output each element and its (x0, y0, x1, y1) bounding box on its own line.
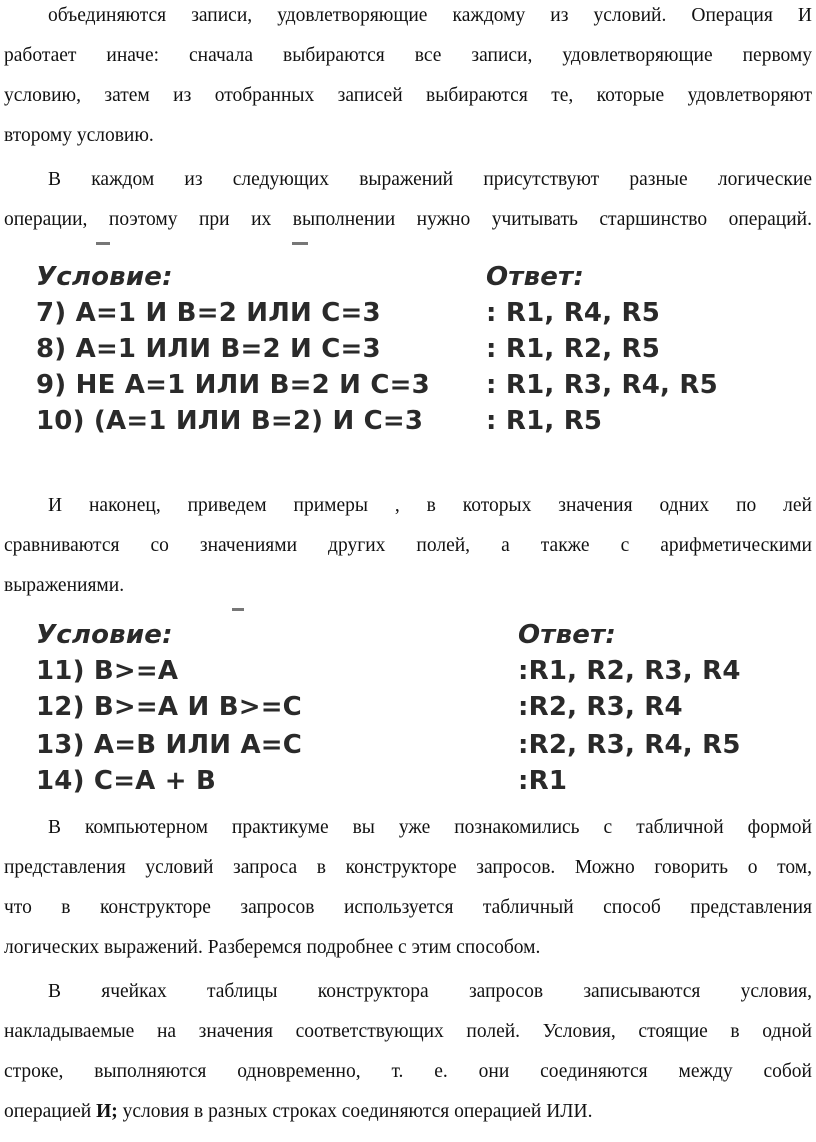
condition-text: 8) A=1 ИЛИ B=2 И C=3 (36, 334, 381, 364)
answer-text: :R2, R3, R4 (518, 692, 683, 722)
text-line: выражениями. (4, 575, 125, 596)
paragraph-operations (4, 0, 812, 156)
text-line: объединяются записи, удовлетворяющие каждому из условий. Операция И (48, 5, 812, 26)
condition-text: 11) B>=A (36, 656, 179, 686)
text-line: строке, выполняются одновременно, т. е. они соединяются между собой (4, 1061, 812, 1082)
figure-row (0, 692, 816, 728)
condition-text: 14) C=A + B (36, 766, 217, 796)
paragraph-query-designer (4, 808, 812, 968)
paragraph-expressions (4, 160, 812, 240)
text-line: В каждом из следующих выражений присутствуют разные логические (48, 169, 812, 190)
text-line: работает иначе: сначала выбираются все записи, удовлетворяющие первому (4, 45, 812, 66)
answer-header: Ответ: (518, 620, 616, 650)
answer-text: : R1, R2, R5 (486, 334, 661, 364)
figure-row (0, 334, 816, 370)
text-line: накладываемые на значения соответствующих полей. Условия, стоящие в одной (4, 1021, 812, 1042)
figure-row (0, 370, 816, 406)
figure-row (0, 730, 816, 766)
condition-text: 7) A=1 И B=2 ИЛИ C=3 (36, 298, 381, 328)
text-line: представления условий запроса в конструкторе запросов. Можно говорить о том, (4, 857, 812, 878)
figure-header-row (0, 262, 816, 298)
text-line (4, 1092, 812, 1132)
figure-row (0, 766, 816, 802)
text-line: логических выражений. Разберемся подробнее с этим способом. (4, 937, 541, 958)
text-fragment: условия в разных строках соединяются операцией ИЛИ. (117, 1101, 593, 1122)
text-line: сравниваются со значениями других полей, а также с арифметическими (4, 535, 812, 556)
answer-text: :R1 (518, 766, 568, 796)
figure-row (0, 298, 816, 334)
answer-text: : R1, R3, R4, R5 (486, 370, 718, 400)
figure-header-row (0, 620, 816, 656)
text-line: В ячейках таблицы конструктора запросов записываются условия, (48, 981, 812, 1002)
text-line: что в конструкторе запросов используется табличный способ представления (4, 897, 812, 918)
scan-speck (292, 242, 308, 245)
scan-speck (232, 608, 244, 611)
answer-text: :R1, R2, R3, R4 (518, 656, 741, 686)
paragraph-table-cells (4, 972, 812, 1132)
scan-speck (96, 242, 110, 245)
text-line: операции, поэтому при их выполнении нужно учитывать старшинство операций. (4, 209, 812, 230)
text-line: условию, затем из отобранных записей выбираются те, которые удовлетворяют (4, 85, 812, 106)
text-line: В компьютерном практикуме вы уже познакомились с табличной формой (48, 817, 812, 838)
answer-text: :R2, R3, R4, R5 (518, 730, 741, 760)
text-fragment: операцией (4, 1101, 97, 1122)
condition-text: 9) НЕ A=1 ИЛИ B=2 И C=3 (36, 370, 430, 400)
condition-text: 12) B>=A И B>=C (36, 692, 302, 722)
figure-row (0, 656, 816, 692)
answer-text: : R1, R4, R5 (486, 298, 661, 328)
text-line: И наконец, приведем примеры , в которых значения одних по лей (48, 495, 812, 516)
bold-operator: И; (96, 1101, 118, 1122)
text-line: второму условию. (4, 125, 154, 146)
paragraph-examples (4, 486, 812, 606)
condition-text: 10) (A=1 ИЛИ B=2) И C=3 (36, 406, 424, 436)
condition-header: Условие: (36, 620, 173, 650)
answer-text: : R1, R5 (486, 406, 603, 436)
answer-header: Ответ: (486, 262, 584, 292)
condition-text: 13) A=B ИЛИ A=C (36, 730, 303, 760)
figure-row (0, 406, 816, 442)
condition-header: Условие: (36, 262, 173, 292)
